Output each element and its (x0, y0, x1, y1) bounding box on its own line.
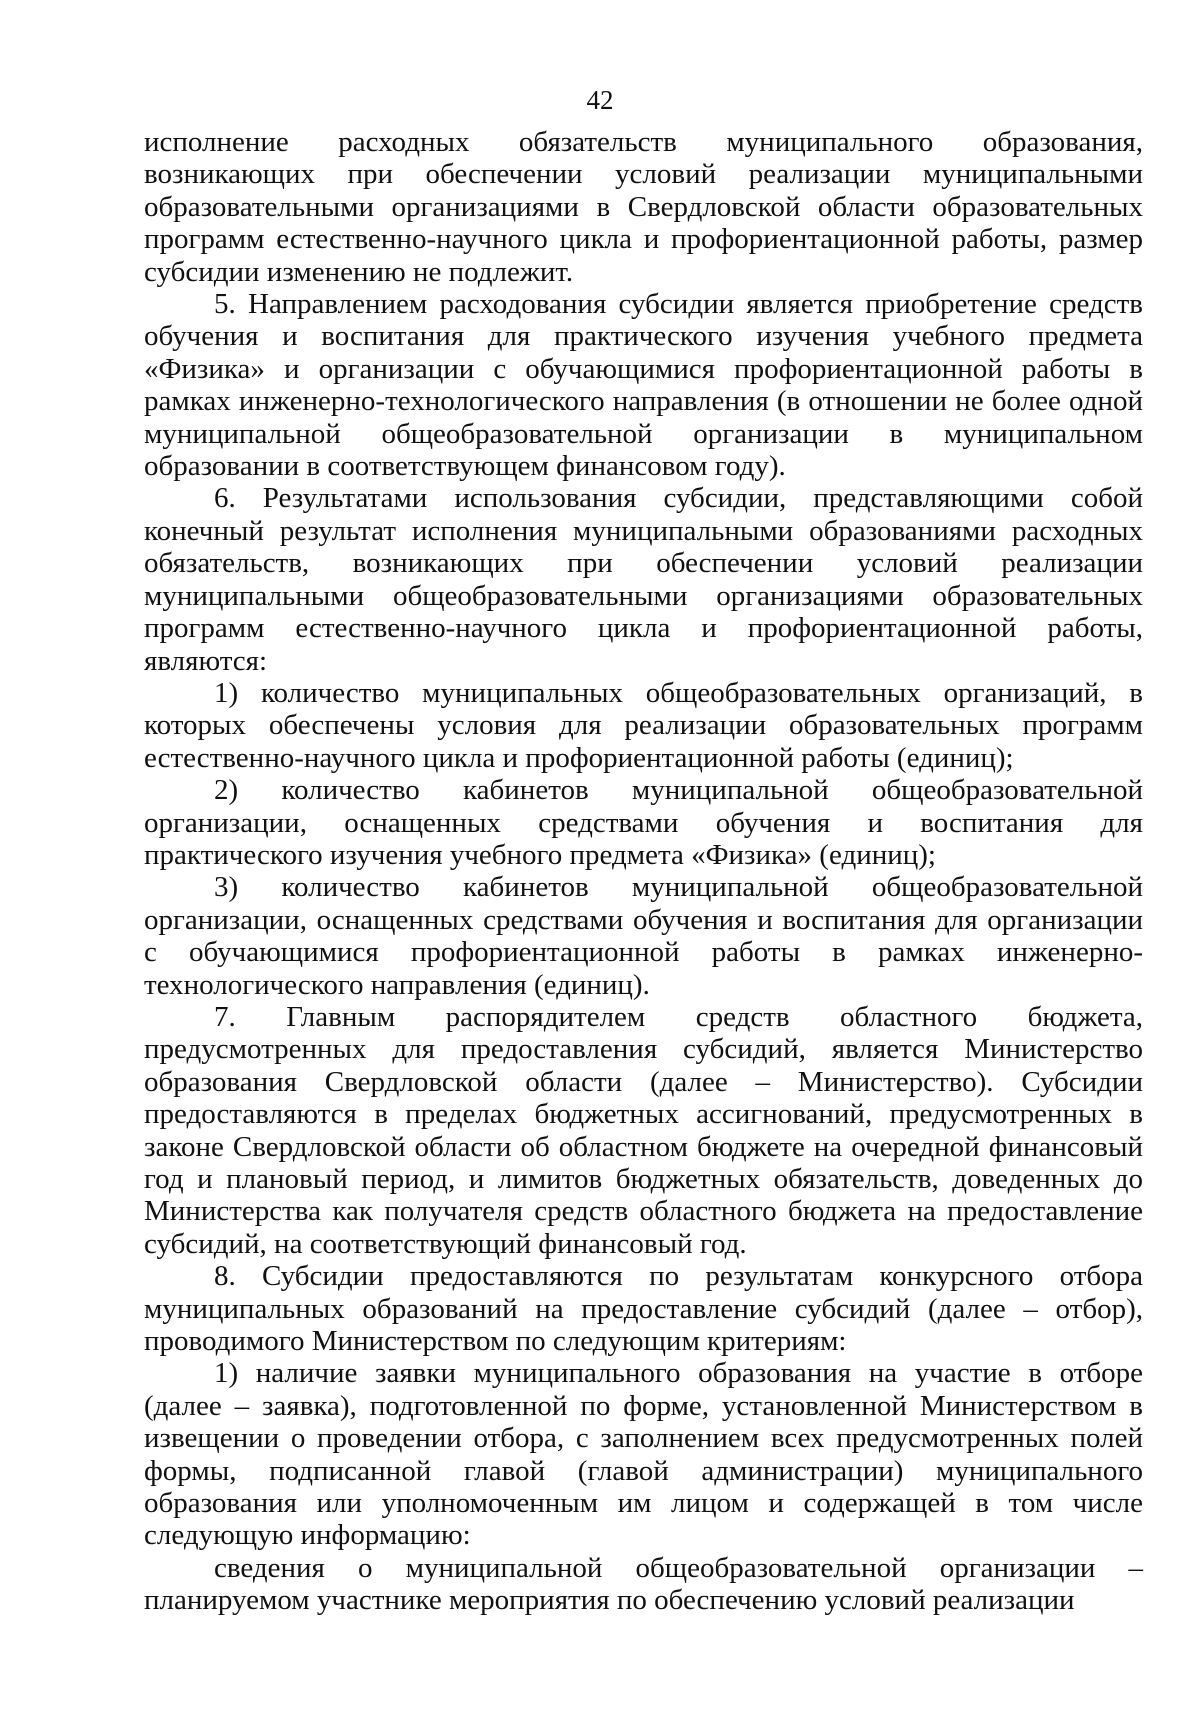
list-item: 1) наличие заявки муниципального образования на участие в отборе (далее – заявка), подготовленной по форме, установленной Министерством в извещении о проведении отбора, с заполнением всех предусмотренных полей формы, подписанной главой (главой администрации) муниципального образования или уполномоченным им лицом и содержащей в том числе следующую информацию: (144, 1357, 1143, 1552)
paragraph: сведения о муниципальной общеобразовательной организации – планируемом участнике мероприятия по обеспечению условий реализации (144, 1551, 1143, 1617)
paragraph: 5. Направлением расходования субсидии является приобретение средств обучения и воспитания для практического изучения учебного предмета «Физика» и организации с обучающимися профориентационной работы в рамках инженерно-технологического направления (в отношении не более одной муниципальной общеобразовательной организации в муниципальном образовании в соответствующем финансовом году). (144, 288, 1143, 483)
paragraph: исполнение расходных обязательств муниципального образования, возникающих при обеспечении условий реализации муниципальными образовательными организациями в Свердловской области образовательных программ естественно-научного цикла и профориентационной работы, размер субсидии изменению не подлежит. (144, 126, 1143, 288)
paragraph: 8. Субсидии предоставляются по результатам конкурсного отбора муниципальных образований на предоставление субсидий (далее – отбор), проводимого Министерством по следующим критериям: (144, 1260, 1143, 1358)
paragraph: 6. Результатами использования субсидии, представляющими собой конечный результат исполнения муниципальными образованиями расходных обязательств, возникающих при обеспечении условий реализации муниципальными общеобразовательными организациями образовательных программ естественно-научного цикла и профориентационной работы, являются: (144, 482, 1143, 677)
list-item: 1) количество муниципальных общеобразовательных организаций, в которых обеспечены условия для реализации образовательных программ естественно-научного цикла и профориентационной работы (единиц); (144, 676, 1143, 774)
list-item: 3) количество кабинетов муниципальной общеобразовательной организации, оснащенных средствами обучения и воспитания для организации с обучающимися профориентационной работы в рамках инженерно-технологического направления (единиц). (144, 871, 1143, 1001)
list-item: 2) количество кабинетов муниципальной общеобразовательной организации, оснащенных средствами обучения и воспитания для практического изучения учебного предмета «Физика» (единиц); (144, 774, 1143, 871)
paragraph: 7. Главным распорядителем средств областного бюджета, предусмотренных для предоставления субсидий, является Министерство образования Свердловской области (далее – Министерство). Субсидии предоставляются в пределах бюджетных ассигнований, предусмотренных в законе Свердловской области об областном бюджете на очередной финансовый год и плановый период, и лимитов бюджетных обязательств, доведенных до Министерства как получателя средств областного бюджета на предоставление субсидий, на соответствующий финансовый год. (144, 1000, 1143, 1260)
page-number: 42 (586, 85, 614, 115)
document-body (144, 126, 1143, 1617)
